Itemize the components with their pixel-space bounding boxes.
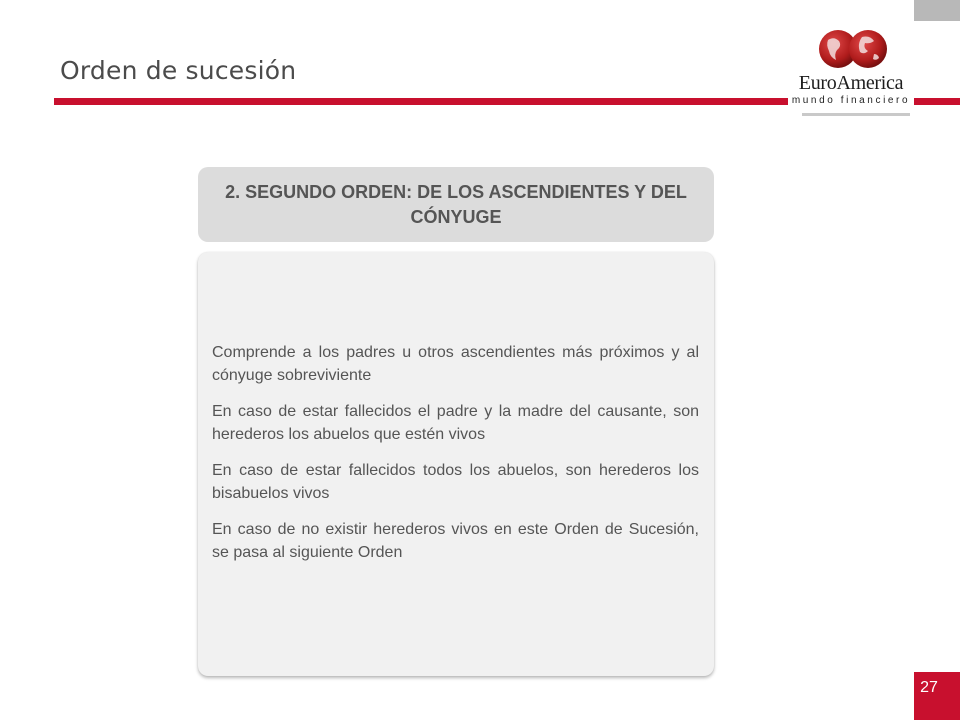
page-number-badge xyxy=(914,672,960,720)
globes-icon xyxy=(816,28,892,70)
content-list xyxy=(212,341,699,577)
top-corner-tab xyxy=(914,0,960,21)
section-header-box xyxy=(198,167,714,242)
logo-underbar xyxy=(802,113,910,116)
slide-title: Orden de sucesión xyxy=(60,56,297,85)
list-item: En caso de no existir herederos vivos en este Orden de Sucesión, se pasa al siguiente Orden xyxy=(212,521,699,561)
section-heading: 2. SEGUNDO ORDEN: DE LOS ASCENDIENTES Y DEL CÓNYUGE xyxy=(225,181,687,227)
content-box xyxy=(198,252,714,676)
logo-tagline: mundo financiero xyxy=(791,95,911,106)
list-item: En caso de estar fallecidos el padre y la madre del causante, son herederos los abuelos que estén vivos xyxy=(212,403,699,443)
list-item: Comprende a los padres u otros ascendientes más próximos y al cónyuge sobreviviente xyxy=(212,344,699,384)
page-number: 27 xyxy=(920,679,938,696)
logo-wordmark: EuroAmerica xyxy=(798,72,904,94)
euroamerica-logo xyxy=(788,22,914,118)
list-item: En caso de estar fallecidos todos los abuelos, son herederos los bisabuelos vivos xyxy=(212,462,699,502)
